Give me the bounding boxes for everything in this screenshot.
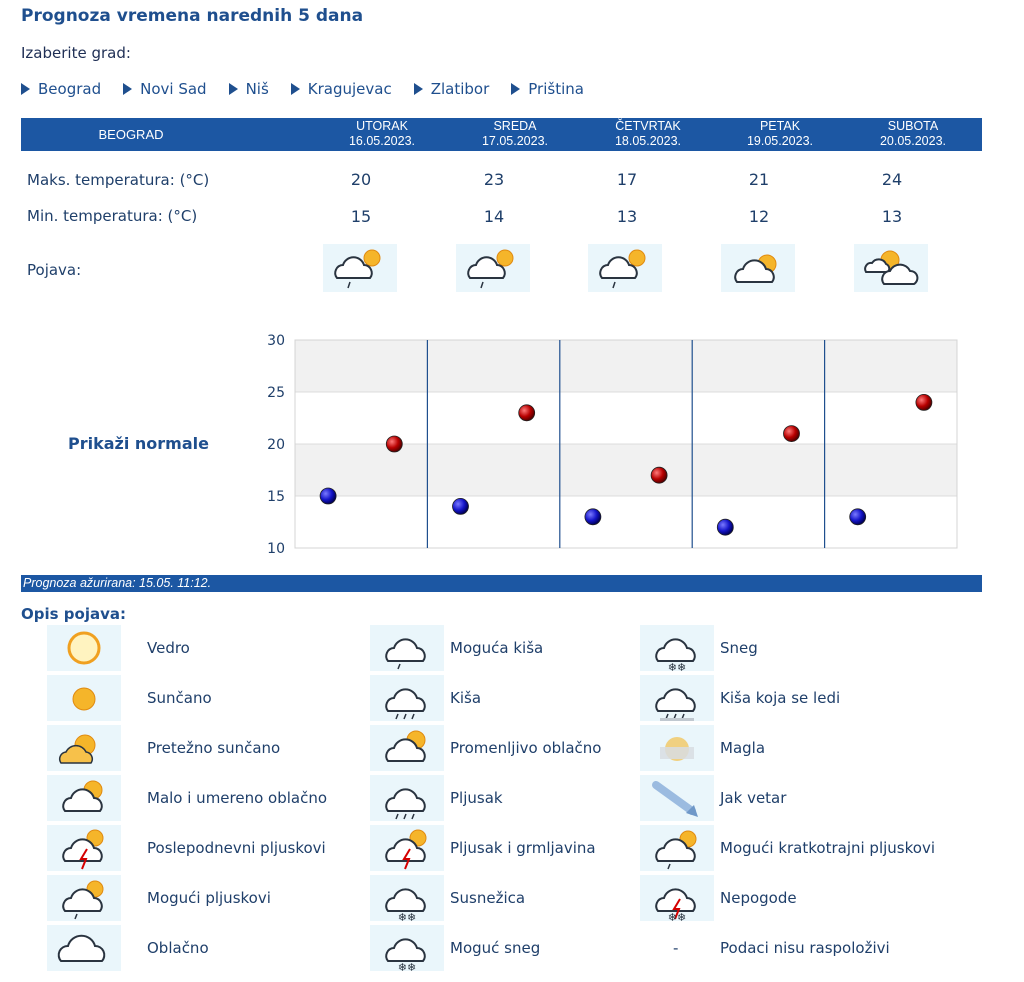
afternoon-showers-icon [47, 825, 121, 871]
phenomenon-label: Pojava: [27, 261, 82, 279]
svg-text:❄❄: ❄❄ [397, 911, 417, 921]
sleet-icon [370, 875, 444, 921]
show-normals-link[interactable]: Prikaži normale [68, 434, 209, 453]
storm-icon [640, 875, 714, 921]
strong-wind-icon [640, 775, 714, 821]
rain-icon [370, 675, 444, 721]
min-temp-point [850, 509, 866, 525]
legend-label: Nepogode [720, 889, 797, 907]
legend-label: Pretežno sunčano [147, 739, 281, 757]
svg-text:❄❄: ❄❄ [667, 661, 687, 671]
possible-snow-icon [370, 925, 444, 971]
legend-label: Pljusak i grmljavina [450, 839, 596, 857]
svg-text:❄❄: ❄❄ [667, 911, 687, 921]
partly-cloudy-icon [47, 775, 121, 821]
cloud-sun-icon [721, 244, 795, 292]
min-temp-value: 13 [881, 207, 903, 226]
city-link-beograd[interactable]: Beograd [21, 80, 101, 98]
min-temp-value: 12 [748, 207, 770, 226]
choose-city-label: Izaberite grad: [21, 44, 131, 62]
legend-label: Sneg [720, 639, 758, 657]
sun-clouds-icon [854, 244, 928, 292]
snow-icon [640, 625, 714, 671]
day-header: PETAK 19.05.2023. [746, 119, 814, 148]
legend-label: Kiša [450, 689, 482, 707]
min-temp-value: 13 [616, 207, 638, 226]
possible-showers-icon [47, 875, 121, 921]
legend-label: Pljusak [450, 789, 503, 807]
freezing-rain-icon [640, 675, 714, 721]
thunder-shower-icon [370, 825, 444, 871]
page-title: Prognoza vremena narednih 5 dana [21, 6, 364, 26]
legend-label: Promenljivo oblačno [450, 739, 602, 757]
temperature-chart [0, 330, 1024, 560]
legend-label: Malo i umereno oblačno [147, 789, 328, 807]
max-temp-point [651, 467, 667, 483]
max-temp-value: 24 [881, 170, 903, 189]
legend-label: Sunčano [147, 689, 212, 707]
cloud-sun-rain-icon [323, 244, 397, 292]
legend-label: Oblačno [147, 939, 209, 957]
y-tick-label: 10 [267, 541, 285, 557]
max-temp-point [784, 426, 800, 442]
min-temp-point [585, 509, 601, 525]
y-tick-label: 15 [267, 489, 285, 505]
y-tick-label: 20 [267, 437, 285, 453]
city-link-zlatibor[interactable]: Zlatibor [414, 80, 490, 98]
sun-icon [47, 675, 121, 721]
cloud-sun-rain-icon [456, 244, 530, 292]
arrow-right-icon [511, 83, 520, 95]
city-header: BEOGRAD [98, 127, 164, 142]
city-link-novi-sad[interactable]: Novi Sad [123, 80, 206, 98]
min-temp-label: Min. temperatura: (°C) [27, 207, 198, 225]
variable-cloudy-icon [370, 725, 444, 771]
arrow-right-icon [291, 83, 300, 95]
day-header: UTORAK 16.05.2023. [348, 119, 416, 148]
grid-band [295, 340, 957, 392]
cloud-sun-rain-icon [588, 244, 662, 292]
legend-label: Kiša koja se ledi [720, 689, 841, 707]
min-temp-point [320, 488, 336, 504]
update-text: Prognoza ažurirana: 15.05. 11:12. [23, 576, 212, 590]
day-header: SREDA 17.05.2023. [481, 119, 549, 148]
city-link-pristina[interactable]: Priština [511, 80, 584, 98]
max-temp-point [916, 394, 932, 410]
arrow-right-icon [229, 83, 238, 95]
min-temp-value: 15 [350, 207, 372, 226]
temperature-chart-svg [0, 330, 1024, 560]
max-temp-point [386, 436, 402, 452]
arrow-right-icon [123, 83, 132, 95]
y-tick-label: 25 [267, 385, 285, 401]
day-header: ČETVRTAK 18.05.2023. [614, 119, 682, 148]
max-temp-value: 23 [483, 170, 505, 189]
legend-label: Mogući pljuskovi [147, 889, 271, 907]
legend-title: Opis pojava: [21, 605, 126, 623]
legend-label: Podaci nisu raspoloživi [720, 939, 890, 957]
arrow-right-icon [414, 83, 423, 95]
max-temp-value: 17 [616, 170, 638, 189]
max-temp-point [519, 405, 535, 421]
legend-label: Mogući kratkotrajni pljuskovi [720, 839, 935, 857]
city-list [21, 80, 606, 98]
possible-rain-icon [370, 625, 444, 671]
day-header: SUBOTA 20.05.2023. [879, 119, 947, 148]
update-bar [21, 575, 982, 592]
legend-label: Moguć sneg [450, 939, 541, 957]
max-temp-value: 20 [350, 170, 372, 189]
city-link-nis[interactable]: Niš [229, 80, 269, 98]
min-temp-point [453, 498, 469, 514]
legend-label: Jak vetar [720, 789, 787, 807]
forecast-header [21, 118, 982, 151]
legend-label: Moguća kiša [450, 639, 544, 657]
shower-icon [370, 775, 444, 821]
legend-label: Poslepodnevni pljuskovi [147, 839, 326, 857]
city-link-kragujevac[interactable]: Kragujevac [291, 80, 392, 98]
max-temp-label: Maks. temperatura: (°C) [27, 171, 210, 189]
min-temp-point [717, 519, 733, 535]
clear-sun-icon [47, 625, 121, 671]
dash-placeholder: - [673, 939, 679, 957]
legend-label: Susnežica [450, 889, 526, 907]
fog-icon [640, 725, 714, 771]
arrow-right-icon [21, 83, 30, 95]
cloudy-icon [47, 925, 121, 971]
legend-label: Magla [720, 739, 766, 757]
y-tick-label: 30 [267, 333, 285, 349]
max-temp-value: 21 [748, 170, 770, 189]
legend-label: Vedro [147, 639, 190, 657]
svg-text:❄❄: ❄❄ [397, 961, 417, 971]
min-temp-value: 14 [483, 207, 505, 226]
mostly-sunny-icon [47, 725, 121, 771]
brief-showers-icon [640, 825, 714, 871]
